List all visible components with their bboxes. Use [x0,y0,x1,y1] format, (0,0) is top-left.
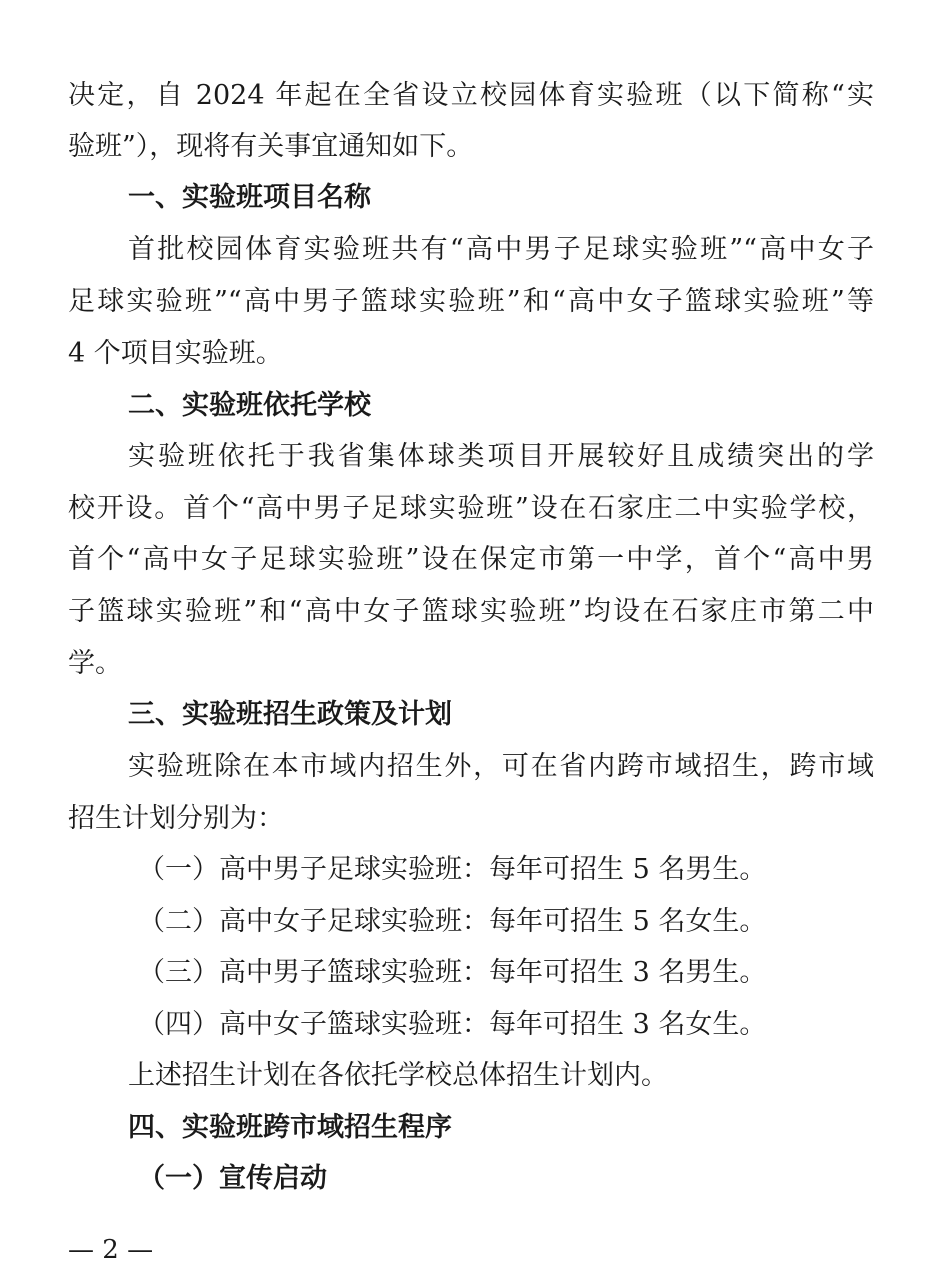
plan-item-4: （四）高中女子篮球实验班：每年可招生 3 名女生。 [138,1009,767,1040]
section-1-line-1: 首批校园体育实验班共有“高中男子足球实验班”“高中女子 [128,234,874,265]
section-3-line-2: 招生计划分别为： [68,803,284,834]
intro-line-2: 验班”），现将有关事宜通知如下。 [68,131,474,162]
section-3-closing: 上述招生计划在各依托学校总体招生计划内。 [128,1060,668,1091]
section-2-line-2: 校开设。首个“高中男子足球实验班”设在石家庄二中实验学校， [68,493,874,524]
plan-item-1: （一）高中男子足球实验班：每年可招生 5 名男生。 [138,854,767,885]
intro-line-1: 决定，自 2024 年起在全省设立校园体育实验班（以下简称“实 [68,80,874,111]
plan-item-3: （三）高中男子篮球实验班：每年可招生 3 名男生。 [138,957,767,988]
section-4-heading: 四、实验班跨市域招生程序 [128,1112,452,1143]
section-3-heading: 三、实验班招生政策及计划 [128,699,452,730]
section-3-line-1: 实验班除在本市域内招生外，可在省内跨市域招生，跨市域 [128,751,874,782]
plan-item-2: （二）高中女子足球实验班：每年可招生 5 名女生。 [138,906,767,937]
section-2-line-1: 实验班依托于我省集体球类项目开展较好且成绩突出的学 [128,441,874,472]
section-4-subheading: （一）宣传启动 [138,1163,327,1194]
section-1-line-3: 4 个项目实验班。 [68,338,283,369]
section-1-heading: 一、实验班项目名称 [128,182,371,213]
section-2-heading: 二、实验班依托学校 [128,390,371,421]
section-2-line-4: 子篮球实验班”和“高中女子篮球实验班”均设在石家庄市第二中 [68,596,874,627]
section-2-line-3: 首个“高中女子足球实验班”设在保定市第一中学，首个“高中男 [68,544,874,575]
section-2-line-5: 学。 [68,648,122,679]
section-1-line-2: 足球实验班”“高中男子篮球实验班”和“高中女子篮球实验班”等 [68,286,874,317]
page-number: — 2 — [68,1235,154,1265]
